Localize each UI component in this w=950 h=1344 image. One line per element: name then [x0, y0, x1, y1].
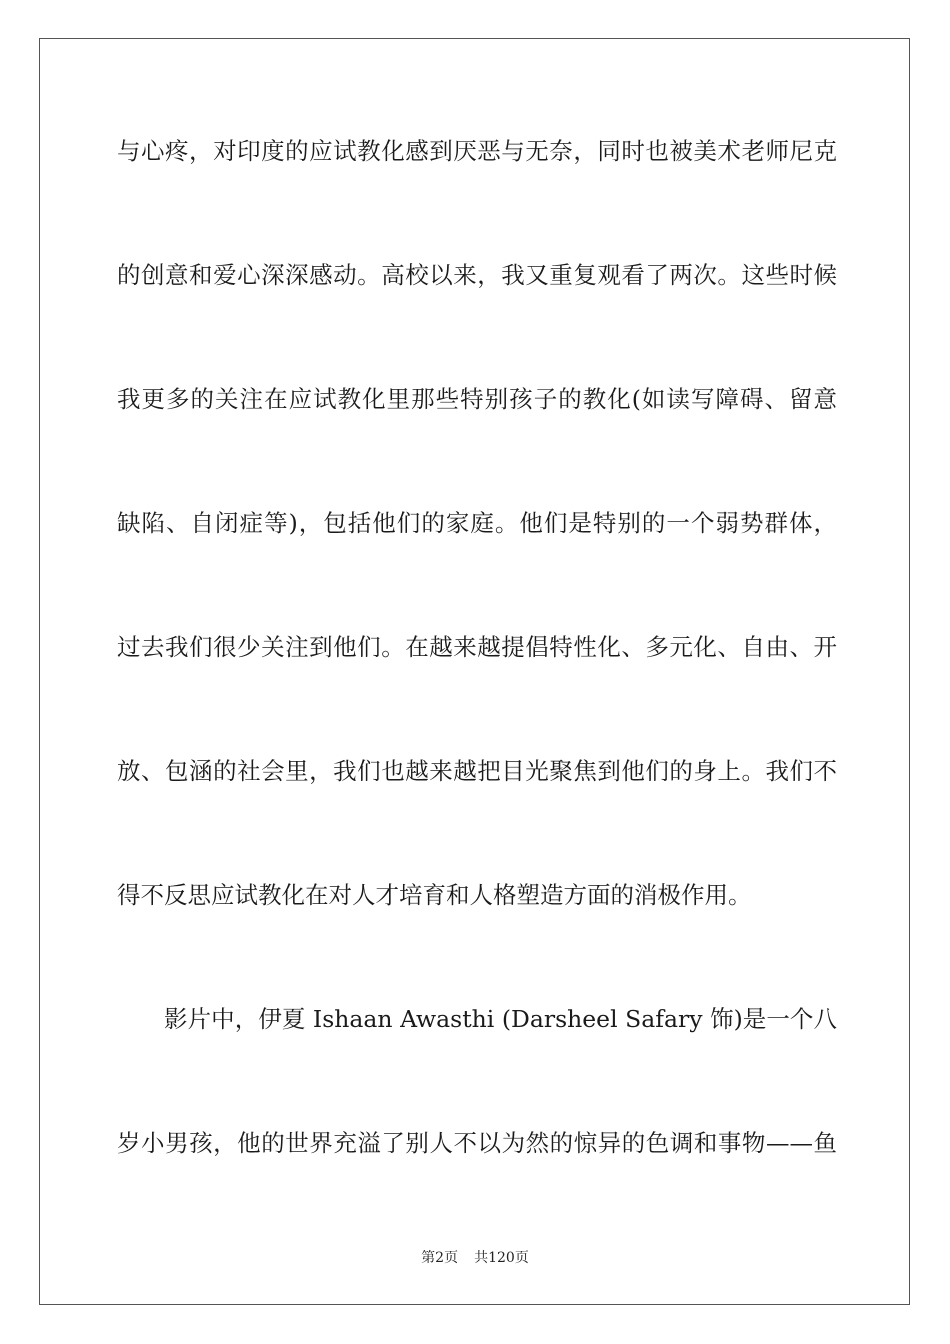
page-border	[39, 38, 910, 1305]
page-number: 第2页	[421, 1250, 459, 1266]
paragraph-line-1: 与心疼，对印度的应试教化感到厌恶与无奈，同时也被美术老师尼克	[117, 137, 837, 165]
paragraph-line-2: 的创意和爱心深深感动。高校以来，我又重复观看了两次。这些时候	[117, 261, 837, 289]
paragraph-line-8: 影片中，伊夏 Ishaan Awasthi (Darsheel Safary 饰)是一个八	[164, 1005, 837, 1033]
paragraph-line-9: 岁小男孩，他的世界充溢了别人不以为然的惊异的色调和事物——鱼	[117, 1129, 837, 1157]
page-footer	[0, 1249, 950, 1267]
paragraph-line-7: 得不反思应试教化在对人才培育和人格塑造方面的消极作用。	[117, 881, 752, 909]
paragraph-line-4: 缺陷、自闭症等)，包括他们的家庭。他们是特别的一个弱势群体，	[117, 509, 837, 537]
paragraph-line-3: 我更多的关注在应试教化里那些特别孩子的教化(如读写障碍、留意	[117, 385, 837, 413]
page-total: 共120页	[474, 1250, 529, 1266]
paragraph-line-5: 过去我们很少关注到他们。在越来越提倡特性化、多元化、自由、开	[117, 633, 837, 661]
paragraph-line-6: 放、包涵的社会里，我们也越来越把目光聚焦到他们的身上。我们不	[117, 757, 837, 785]
